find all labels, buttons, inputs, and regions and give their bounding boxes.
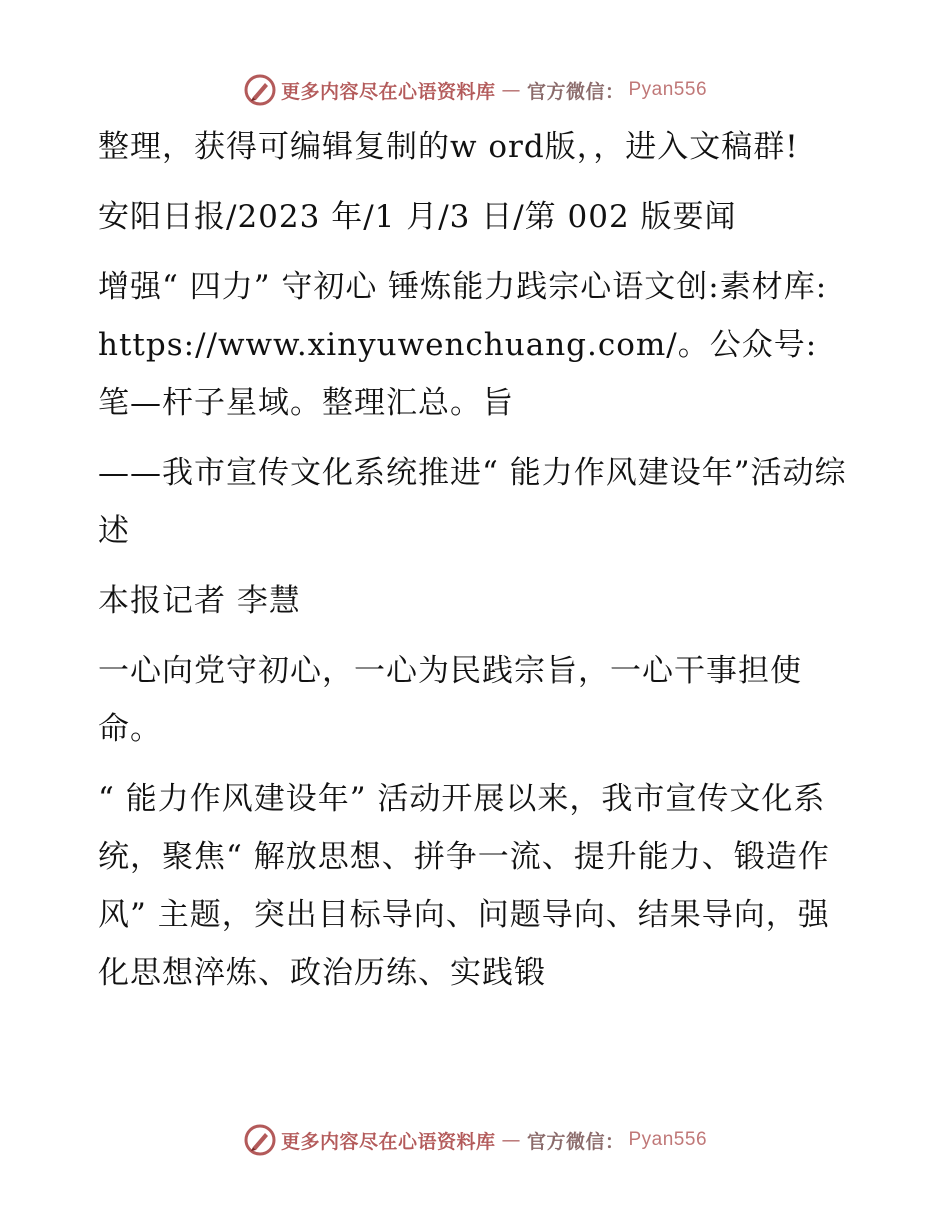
watermark-separator: —	[501, 79, 521, 101]
watermark-label: 官方微信：	[526, 80, 625, 103]
document-body	[98, 118, 858, 1014]
paragraph-intro: 整理，获得可编辑复制的w ord版，，进入文稿群!	[98, 129, 799, 165]
paragraph-source: 安阳日报/2023 年/1 月/3 日/第 002 版要闻	[98, 199, 737, 235]
watermark-label: 官方微信：	[526, 1130, 625, 1153]
paragraph-lead: 一心向党守初心，一心为民践宗旨，一心干事担使命。	[98, 653, 802, 747]
paragraph-main: “ 能力作风建设年” 活动开展以来，我市宣传文化系统，聚焦“ 解放思想、拼争一流、提升能力、锻造作风” 主题，突出目标导向、问题导向、结果导向，强化思想淬炼、政治历练、实践锻	[98, 781, 830, 991]
watermark-separator: —	[501, 1129, 521, 1151]
header-watermark	[0, 73, 950, 107]
watermark-site-text: 更多内容尽在心语资料库	[280, 1130, 496, 1153]
pen-logo-icon	[243, 73, 277, 107]
watermark-site-text: 更多内容尽在心语资料库	[280, 80, 496, 103]
paragraph-headline: 增强“ 四力” 守初心 锤炼能力践宗心语文创:素材库: https://www.xinyuwenchuang.com/。公众号: 笔—杆子星域。整理汇总。旨	[98, 269, 828, 421]
paragraph-subheadline: ——我市宣传文化系统推进“ 能力作风建设年”活动综述	[98, 455, 847, 549]
watermark-wechat-id: Pyan556	[628, 79, 708, 100]
footer-watermark	[0, 1123, 950, 1157]
watermark-wechat-id: Pyan556	[628, 1129, 708, 1150]
pen-logo-icon	[243, 1123, 277, 1157]
paragraph-byline: 本报记者 李慧	[98, 583, 301, 619]
